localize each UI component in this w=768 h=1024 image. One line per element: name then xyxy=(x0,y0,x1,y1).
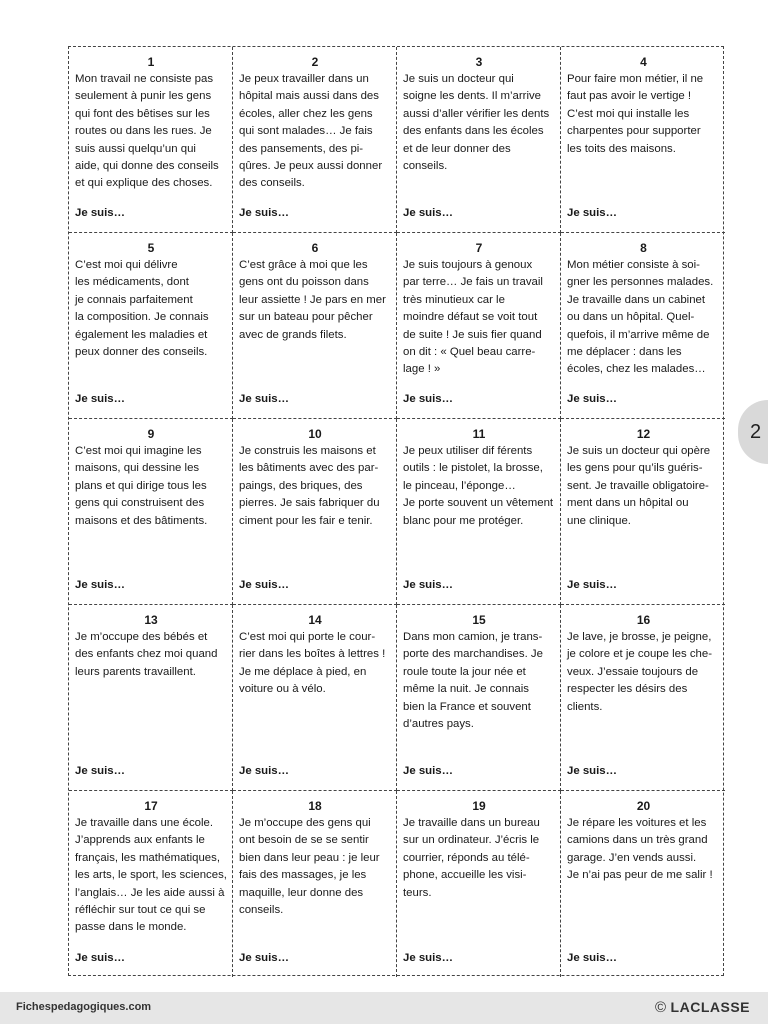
card-text: Je m’occupe des gens qui ont besoin de se se sentir bien dans leur peau : je leur fais des massages, je les maquille, leur donne des conseils. xyxy=(239,817,380,917)
job-card xyxy=(397,419,561,605)
card-text: Je travaille dans un bureau sur un ordinateur. J’écris le courrier, réponds au télé- phone, accueille les visi- teurs. xyxy=(403,817,540,899)
card-number: 11 xyxy=(472,427,486,441)
card-number: 20 xyxy=(636,799,651,813)
card-answer-prompt: Je suis… xyxy=(239,579,290,591)
card-answer-prompt: Je suis… xyxy=(567,393,618,405)
job-card xyxy=(69,791,233,977)
job-card xyxy=(233,419,397,605)
card-number: 16 xyxy=(636,613,651,627)
card-text: Je peux travailler dans un hôpital mais aussi dans des écoles, aller chez les gens qui sont malades… Je fais des pansements, des pi- qûres. Je peux aussi donner des conseils. xyxy=(239,73,383,190)
card-number: 6 xyxy=(311,241,319,255)
job-card xyxy=(561,419,725,605)
card-answer-prompt: Je suis… xyxy=(75,393,126,405)
card-text: Je travaille dans une école. J’apprends aux enfants le français, les mathématiques, les arts, le sport, les sciences, l’anglais… Je les aide aussi à réfléchir sur tout ce qui se passe dans le monde. xyxy=(75,817,227,934)
card-answer-prompt: Je suis… xyxy=(403,207,454,219)
card-answer-prompt: Je suis… xyxy=(239,952,290,964)
card-answer-prompt: Je suis… xyxy=(403,393,454,405)
job-card xyxy=(397,791,561,977)
card-number: 13 xyxy=(144,613,158,627)
card-text: Je lave, je brosse, je peigne, je colore et je coupe les che- veux. J’essaie toujours de respecter les désirs des clients. xyxy=(567,631,712,713)
job-card xyxy=(561,233,725,419)
job-card xyxy=(561,47,725,233)
card-answer-prompt: Je suis… xyxy=(75,952,126,964)
card-text: Pour faire mon métier, il ne faut pas avoir le vertige ! C’est moi qui installe les charpentes pour supporter les toits des maisons. xyxy=(567,73,704,155)
card-number: 5 xyxy=(147,241,155,255)
page-number-tab xyxy=(738,400,768,464)
card-number: 4 xyxy=(640,55,647,69)
card-number: 2 xyxy=(311,55,319,69)
card-text: Je suis toujours à genoux par terre… Je fais un travail très minutieux car le moindre défaut se voit tout de suite ! Je suis fier quand on dit : « Quel beau carre- lage ! » xyxy=(403,259,543,376)
job-card xyxy=(397,47,561,233)
card-answer-prompt: Je suis… xyxy=(75,579,126,591)
card-text: C’est grâce à moi que les gens ont du poisson dans leur assiette ! Je pars en mer sur un bateau pour pêcher avec de grands filets. xyxy=(239,259,386,341)
card-text: C’est moi qui délivre les médicaments, dont je connais parfaitement la composition. Je connais également les maladies et peux donner des conseils. xyxy=(75,259,209,359)
card-number: 10 xyxy=(308,427,322,441)
card-number: 12 xyxy=(636,427,651,441)
card-number: 14 xyxy=(308,613,322,627)
card-answer-prompt: Je suis… xyxy=(567,765,618,777)
card-number: 15 xyxy=(472,613,486,627)
card-answer-prompt: Je suis… xyxy=(567,952,618,964)
job-cards-grid xyxy=(68,46,724,976)
card-answer-prompt: Je suis… xyxy=(403,765,454,777)
job-card xyxy=(233,605,397,791)
card-text: C’est moi qui porte le cour- rier dans les boîtes à lettres ! Je me déplace à pied, en voiture ou à vélo. xyxy=(239,631,386,696)
job-card xyxy=(561,791,725,977)
page-number: 2 xyxy=(750,421,762,443)
job-card xyxy=(233,791,397,977)
job-card xyxy=(69,233,233,419)
card-text: Je construis les maisons et les bâtiments avec des par- paings, des briques, des pierres. Je sais fabriquer du ciment pour les fair e tenir. xyxy=(239,445,380,527)
card-number: 19 xyxy=(472,799,486,813)
copyright-symbol: © xyxy=(654,999,667,1016)
card-text: Mon travail ne consiste pas seulement à punir les gens qui font des bêtises sur les routes ou dans les rues. Je suis aussi quelqu’un qui aide, qui donne des conseils et qui explique des choses. xyxy=(75,73,219,190)
card-text: Je répare les voitures et les camions dans un très grand garage. J’en vends aussi. Je n’ai pas peur de me salir ! xyxy=(567,817,713,882)
card-number: 7 xyxy=(475,241,483,255)
card-number: 9 xyxy=(147,427,155,441)
card-number: 17 xyxy=(144,799,158,813)
footer-site: Fichespedagogiques.com xyxy=(16,1001,152,1013)
card-answer-prompt: Je suis… xyxy=(239,207,290,219)
card-answer-prompt: Je suis… xyxy=(403,952,454,964)
card-text: Mon métier consiste à soi- gner les personnes malades. Je travaille dans un cabinet ou dans un hôpital. Quel- quefois, il m’arrive même de me déplacer : dans les écoles, chez les malades… xyxy=(567,259,714,376)
job-card xyxy=(69,605,233,791)
card-text: Je suis un docteur qui soigne les dents. Il m’arrive aussi d’aller vérifier les dents des enfants dans les écoles et de leur donner des conseils. xyxy=(403,73,550,173)
job-card xyxy=(233,233,397,419)
card-text: Je peux utiliser dif férents outils : le pistolet, la brosse, le pinceau, l’éponge… Je porte souvent un vêtement blanc pour me protéger. xyxy=(403,445,554,527)
card-answer-prompt: Je suis… xyxy=(75,765,126,777)
card-answer-prompt: Je suis… xyxy=(403,579,454,591)
card-text: Je suis un docteur qui opère les gens pour qu’ils guéris- sent. Je travaille obligatoire- ment dans un hôpital ou une clinique. xyxy=(567,445,711,527)
job-card xyxy=(69,47,233,233)
card-number: 18 xyxy=(308,799,322,813)
card-number: 3 xyxy=(475,55,483,69)
job-card xyxy=(233,47,397,233)
card-answer-prompt: Je suis… xyxy=(75,207,126,219)
card-answer-prompt: Je suis… xyxy=(239,765,290,777)
job-card xyxy=(69,419,233,605)
card-answer-prompt: Je suis… xyxy=(567,207,618,219)
job-card xyxy=(561,605,725,791)
job-card xyxy=(397,605,561,791)
card-text: Je m’occupe des bébés et des enfants chez moi quand leurs parents travaillent. xyxy=(75,631,218,678)
footer xyxy=(0,992,768,1024)
card-number: 8 xyxy=(640,241,647,255)
card-number: 1 xyxy=(147,55,155,69)
card-answer-prompt: Je suis… xyxy=(239,393,290,405)
card-text: Dans mon camion, je trans- porte des marchandises. Je roule toute la jour née et même la nuit. Je connais bien la France et souvent d’autres pays. xyxy=(403,631,543,731)
footer-brand-logo xyxy=(655,999,750,1016)
card-text: C’est moi qui imagine les maisons, qui dessine les plans et qui dirige tous les gens qui construisent des maisons et des bâtiments. xyxy=(75,445,208,527)
card-answer-prompt: Je suis… xyxy=(567,579,618,591)
brand-name: LACLASSE xyxy=(670,999,750,1015)
job-card xyxy=(397,233,561,419)
